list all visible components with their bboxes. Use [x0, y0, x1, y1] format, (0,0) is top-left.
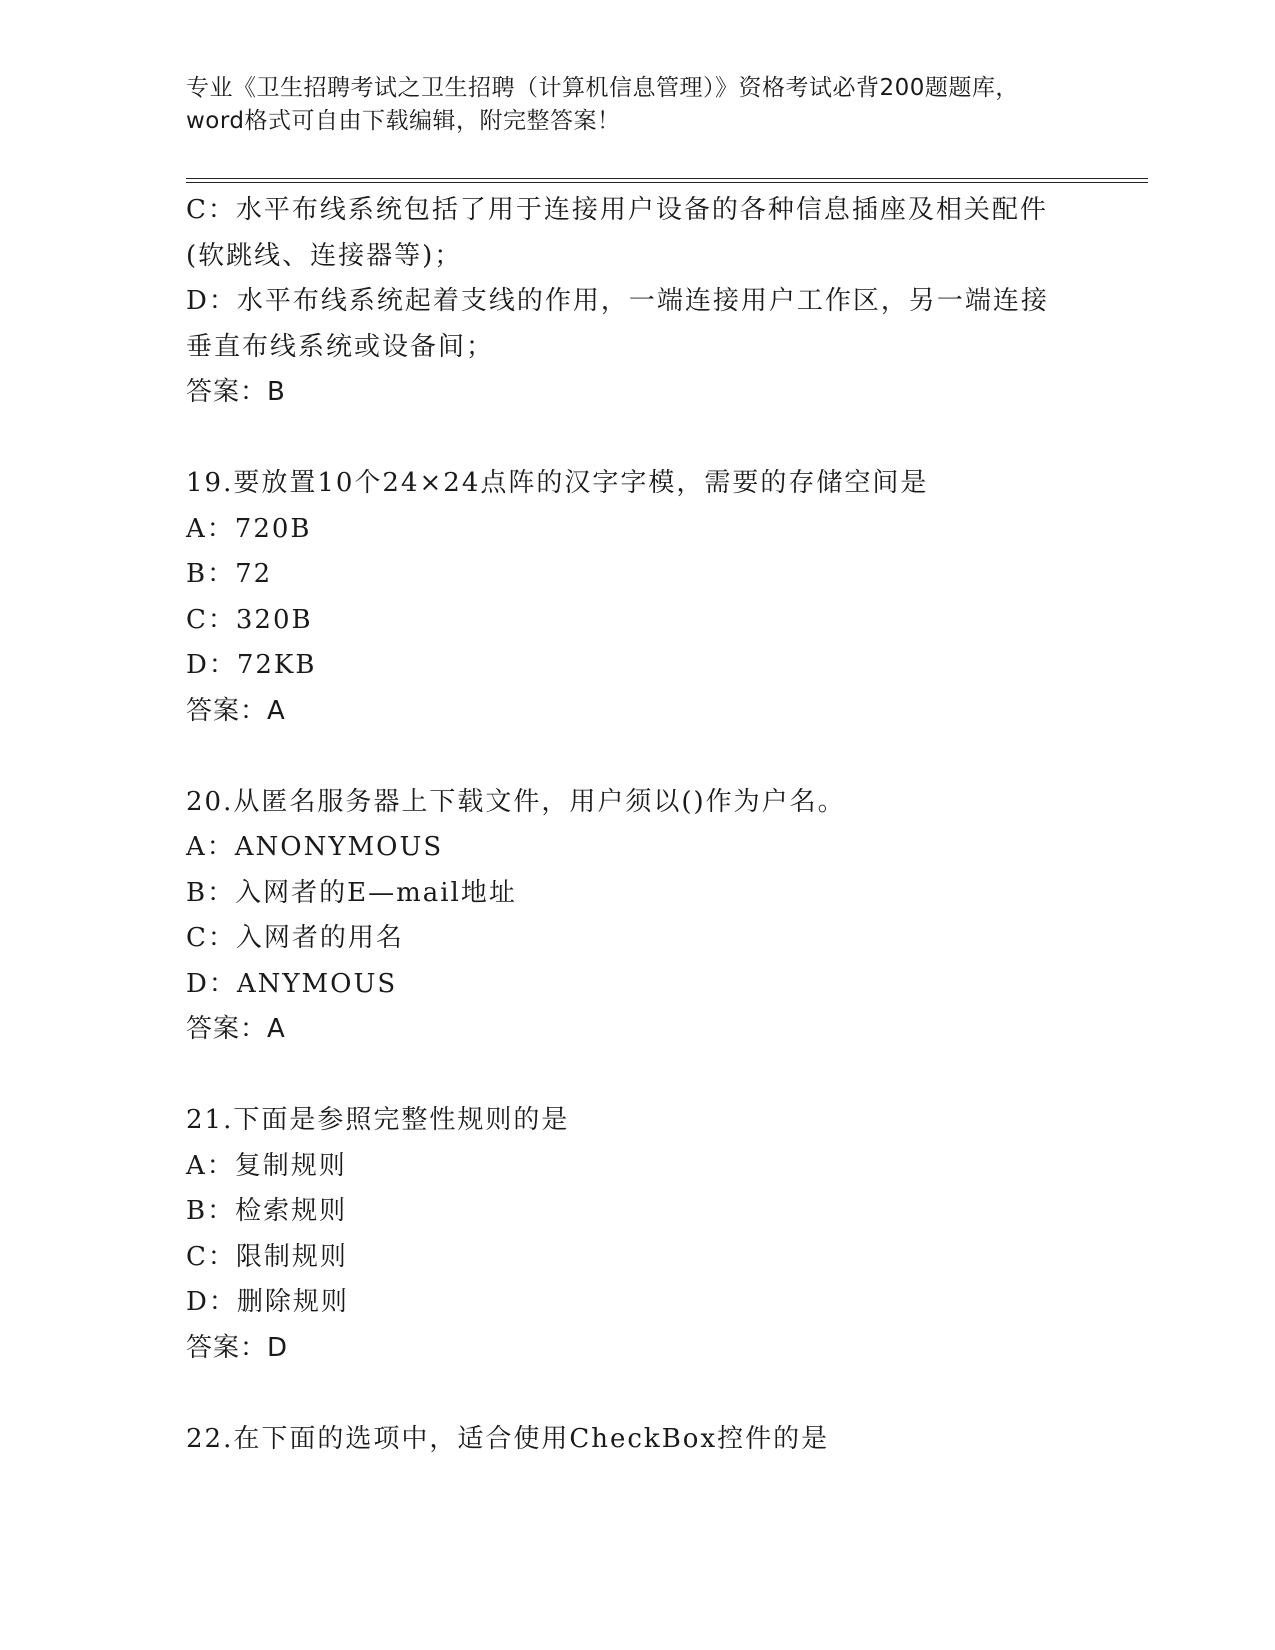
question-stem: 20.从匿名服务器上下载文件，用户须以()作为户名。 [186, 786, 846, 817]
option-d: D：水平布线系统起着支线的作用，一端连接用户工作区，另一端连接 [186, 286, 1049, 316]
option-b: B：检索规则 [186, 1196, 348, 1226]
option-a: A：ANONYMOUS [186, 832, 444, 862]
option-b: B：72 [186, 559, 273, 589]
question-18-continuation [186, 188, 1106, 416]
question-stem: 19.要放置10个24×24点阵的汉字字模，需要的存储空间是 [186, 468, 929, 498]
question-19 [186, 461, 1106, 734]
question-stem: 22.在下面的选项中，适合使用CheckBox控件的是 [186, 1423, 830, 1454]
option-d: D：72KB [186, 650, 317, 680]
spacer [186, 1053, 1106, 1099]
answer-line: 答案：B [186, 377, 286, 407]
option-c: C：320B [186, 604, 313, 635]
option-c: C：入网者的用名 [186, 923, 404, 953]
option-d: D：ANYMOUS [186, 968, 398, 999]
option-a: A：720B [186, 513, 312, 544]
question-21 [186, 1098, 1106, 1371]
option-c: C：水平布线系统包括了用于连接用户设备的各种信息插座及相关配件 [186, 195, 1048, 225]
header-divider [186, 178, 1148, 183]
answer-line: 答案：A [186, 695, 286, 726]
document-body [186, 188, 1106, 1462]
header-line-2: word格式可自由下载编辑，附完整答案！ [186, 108, 621, 134]
question-stem: 21.下面是参照完整性规则的是 [186, 1105, 570, 1135]
answer-line: 答案：D [186, 1332, 289, 1363]
answer-line: 答案：A [186, 1014, 286, 1044]
question-22 [186, 1417, 1106, 1463]
spacer [186, 734, 1106, 780]
option-c-continued: (软跳线、连接器等)； [186, 240, 463, 271]
option-b: B：入网者的E—mail地址 [186, 877, 517, 908]
option-a: A：复制规则 [186, 1150, 347, 1181]
header-line-1: 专业《卫生招聘考试之卫生招聘（计算机信息管理）》资格考试必背200题题库， [186, 75, 1019, 101]
option-d-continued: 垂直布线系统或设备间； [186, 331, 495, 362]
spacer [186, 416, 1106, 462]
page-header [186, 72, 1086, 138]
spacer [186, 1371, 1106, 1417]
option-d: D：删除规则 [186, 1287, 349, 1317]
option-c: C：限制规则 [186, 1241, 348, 1272]
question-20 [186, 780, 1106, 1053]
